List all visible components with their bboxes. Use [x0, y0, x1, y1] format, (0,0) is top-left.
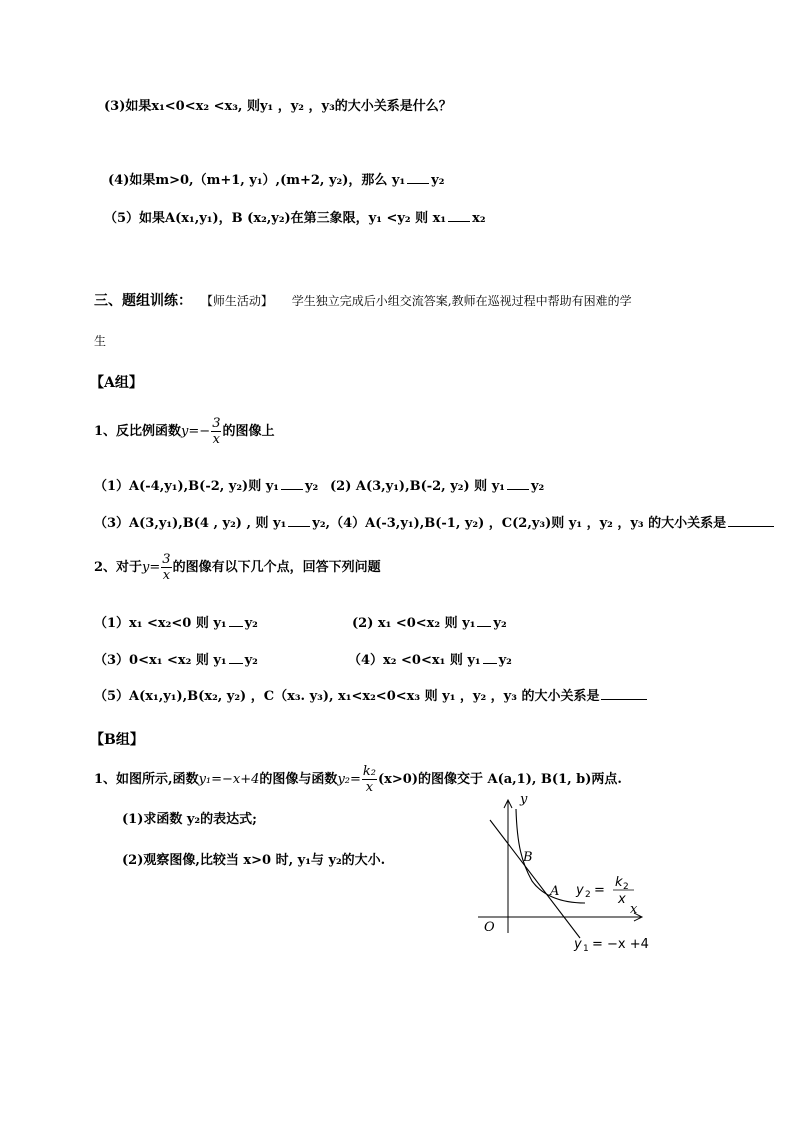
point-b-label: B [523, 850, 533, 865]
question-5 [104, 207, 486, 226]
a2-1-text: （1）x₁ <x₂<0 则 y₁ [94, 616, 227, 631]
a1-part-3 [94, 512, 774, 531]
a2-numerator: 3 [162, 552, 171, 567]
a2-part-5 [94, 685, 647, 704]
a1-3-text: （3）A(3,y₁),B(4 , y₂) , 则 y₁ [94, 516, 287, 531]
function-graph [470, 795, 690, 960]
answer-blank[interactable] [229, 614, 243, 627]
a2-5-text: （5）A(x₁,y₁),B(x₂, y₂) ，C（x₃. y₃), x₁<x₂<0<x₃ 则 y₁ ，y₂ ，y₃ 的大小关系是 [94, 689, 600, 704]
y2-equation-label [575, 875, 634, 907]
b1-function-2: y₂= [337, 772, 361, 787]
answer-blank[interactable] [601, 687, 647, 700]
b1-fraction [362, 764, 377, 795]
a2-3-text: （3）0<x₁ <x₂ 则 y₁ [94, 653, 227, 668]
section-3-title: 三、题组训练： [94, 293, 192, 309]
y2-label-var: y [576, 883, 584, 898]
a1-function: y=− [181, 424, 211, 439]
y2-label-den: x [618, 892, 626, 907]
section-3-desc: 学生独立完成后小组交流答案,教师在巡视过程中帮助有困难的学 [291, 294, 632, 308]
section-3-desc-cont: 生 [94, 334, 107, 348]
a1-1-text: （1）A(-4,y₁),B(-2, y₂)则 y₁ [94, 479, 279, 494]
line-y1 [490, 820, 580, 938]
a2-function: y= [142, 560, 161, 575]
a2-part-2 [352, 612, 507, 631]
group-b-title: 【B组】 [90, 732, 144, 748]
question-5-end: x₂ [472, 211, 486, 226]
y1-label-var: y [574, 937, 582, 952]
a2-part-1 [94, 612, 258, 631]
answer-blank[interactable] [288, 514, 310, 527]
question-4-end: y₂ [431, 173, 445, 188]
group-a-title: 【A组】 [90, 375, 143, 391]
a1-fraction [211, 416, 221, 447]
question-4 [108, 169, 444, 188]
y1-equation-label [573, 937, 649, 954]
question-3: (3)如果x₁<0<x₂ <x₃, 则y₁ ，y₂ ，y₃的大小关系是什么？ [104, 99, 452, 114]
question-4-text: (4)如果m>0,（m+1, y₁）,(m+2, y₂)，那么 y₁ [108, 173, 406, 188]
a1-1-end: y₂ [304, 479, 319, 494]
b1-middle: 的图像与函数 [259, 772, 338, 787]
a1-numerator: 3 [212, 416, 221, 431]
b1-suffix: (x>0)的图像交于 A(a,1), B(1, b)两点. [377, 772, 622, 787]
a2-part-4 [348, 649, 512, 668]
a2-1-end: y₂ [244, 616, 258, 631]
a2-denominator: x [162, 568, 171, 583]
a2-suffix: 的图像有以下几个点，回答下列问题 [172, 560, 381, 575]
point-a-label: A [550, 884, 560, 899]
answer-blank[interactable] [507, 477, 529, 490]
b1-question-2: (2)观察图像,比较当 x>0 时, y₁与 y₂的大小. [122, 853, 386, 868]
origin-label: O [484, 920, 495, 935]
a2-part-3 [94, 649, 258, 668]
a1-stem [94, 416, 274, 447]
a1-part-2 [330, 475, 544, 494]
a2-prefix: 2、对于 [94, 560, 143, 575]
question-5-text: （5）如果A(x₁,y₁)，B (x₂,y₂)在第三象限，y₁ <y₂ 则 x₁ [104, 211, 447, 226]
y2-label-sub: 2 [585, 890, 591, 900]
y2-label-numsub: 2 [623, 882, 629, 892]
section-3-heading [94, 290, 632, 310]
a2-fraction [161, 552, 171, 583]
a2-2-text: (2) x₁ <0<x₂ 则 y₁ [352, 616, 476, 631]
b1-numerator: k₂ [362, 764, 376, 779]
b1-prefix: 1、如图所示,函数 [94, 772, 199, 787]
y1-label-rhs: = −x +4 [592, 937, 649, 952]
b1-question-1: (1)求函数 y₂的表达式; [122, 812, 257, 827]
b1-denominator: x [365, 780, 374, 795]
a1-suffix: 的图像上 [222, 424, 275, 439]
a2-2-end: y₂ [493, 616, 507, 631]
y2-label-num: k [615, 875, 623, 890]
y-axis-label: y [520, 795, 528, 807]
a2-3-end: y₂ [244, 653, 258, 668]
answer-blank[interactable] [229, 651, 243, 664]
a1-prefix: 1、反比例函数 [94, 424, 182, 439]
a1-2-end: y₂ [530, 479, 545, 494]
a1-part-1 [94, 475, 318, 494]
answer-blank[interactable] [728, 514, 774, 527]
answer-blank[interactable] [281, 477, 303, 490]
x-axis-label: x [630, 902, 638, 917]
answer-blank[interactable] [477, 614, 491, 627]
a1-2-text: (2) A(3,y₁),B(-2, y₂) 则 y₁ [330, 479, 505, 494]
b1-function-1: y₁=−x+4 [198, 772, 260, 787]
b1-stem [94, 764, 622, 795]
a2-stem [94, 552, 381, 583]
section-3-tag: 【师生活动】 [200, 294, 273, 308]
y2-label-eq: = [594, 883, 605, 898]
a1-denominator: x [212, 432, 220, 447]
a2-4-text: （4）x₂ <0<x₁ 则 y₁ [348, 653, 481, 668]
answer-blank[interactable] [407, 171, 429, 184]
a2-4-end: y₂ [498, 653, 512, 668]
answer-blank[interactable] [448, 209, 470, 222]
y1-label-sub: 1 [583, 944, 589, 954]
a1-3-rest: y₂,（4）A(-3,y₁),B(-1, y₂) ，C(2,y₃)则 y₁ ，y₂ ，y₃ 的大小关系是 [312, 516, 727, 531]
answer-blank[interactable] [483, 651, 497, 664]
